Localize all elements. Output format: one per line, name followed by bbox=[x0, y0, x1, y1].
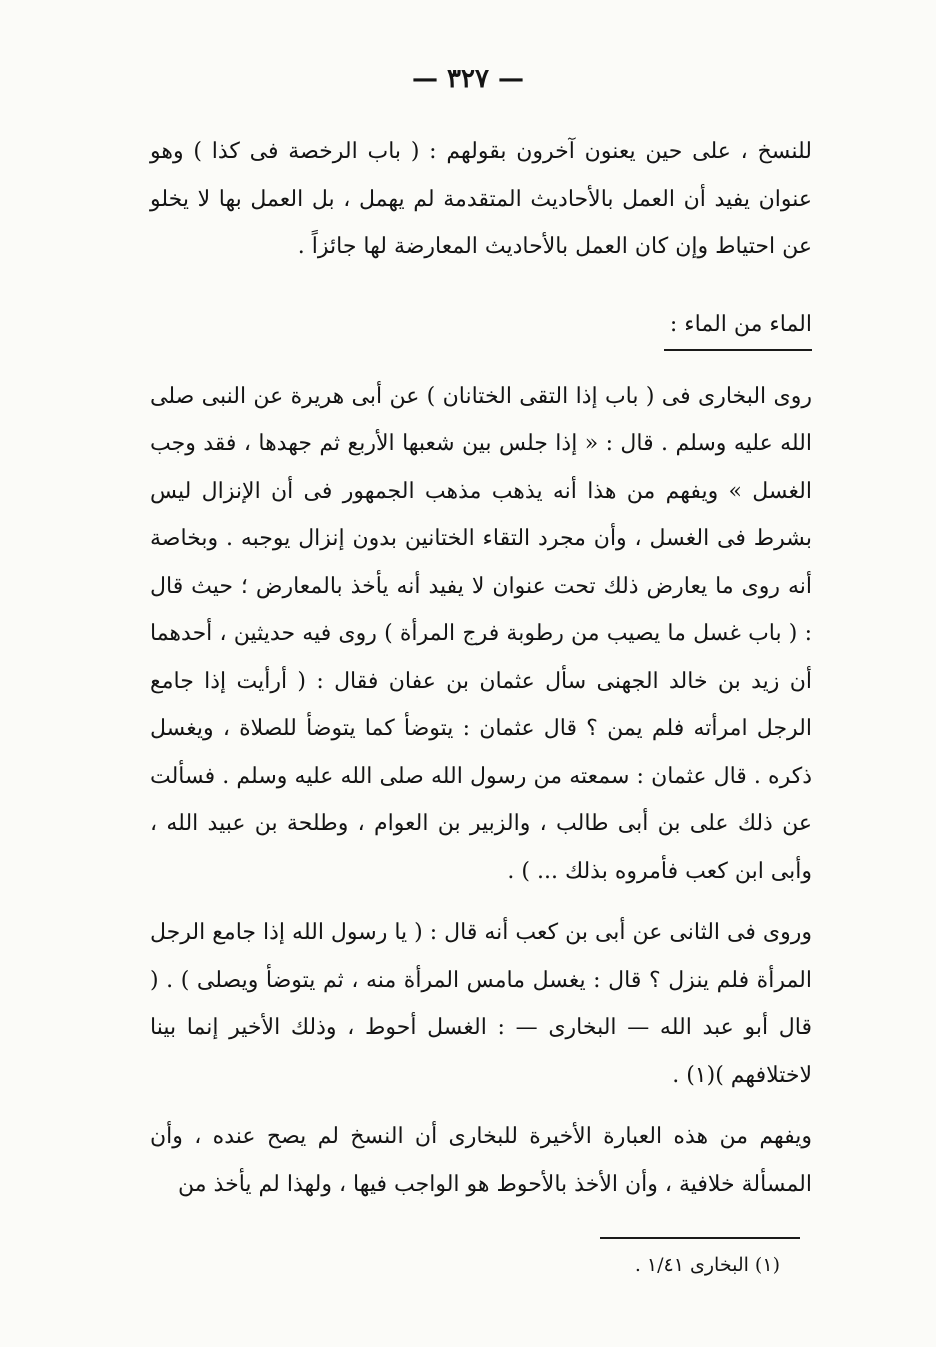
page-number: — ٣٢٧ — bbox=[411, 64, 525, 94]
paragraph-bukhari-narration: روى البخارى فى ( باب إذا التقى الختانان ) عن أبى هريرة عن النبى صلى الله عليه وسلم . قال : « إذا جلس بين شعبها الأربع ثم جهدها ، فقد وجب الغسل » ويفهم من هذا أنه يذهب مذهب الجمهور فى أن الإنزال ليس بشرط فى الغسل ، وأن مجرد التقاء الختانين بدون إنزال يوجبه . وبخاصة أنه روى ما يعارض ذلك تحت عنوان لا يفيد أنه يأخذ بالمعارض ؛ حيث قال : ( باب غسل ما يصيب من رطوبة فرج المرأة ) روى فيه حديثين ، أحدهما أن زيد بن خالد الجهنى سأل عثمان بن عفان فقال : ( أرأيت إذا جامع الرجل امرأته فلم يمن ؟ قال عثمان : يتوضأ كما يتوضأ للصلاة ، ويغسل ذكره . قال عثمان : سمعته من رسول الله صلى الله عليه وسلم . فسألت عن ذلك على بن أبى طالب ، والزبير بن العوام ، وطلحة بن عبيد الله ، وأبى ابن كعب فأمروه بذلك ... ) . bbox=[150, 383, 812, 884]
paragraph-second-hadith: وروى فى الثانى عن أبى بن كعب أنه قال : ( يا رسول الله إذا جامع الرجل المرأة فلم ينزل ؟ قال : يغسل مامس المرأة منه ، ثم يتوضأ ويصلى ) . ( قال أبو عبد الله — البخارى — : الغسل أحوط ، وذلك الأخير إنما بينا لاختلافهم )(١) . bbox=[150, 920, 812, 1088]
section-heading: الماء من الماء : bbox=[664, 305, 812, 351]
footnote: (١) البخارى ١/٤١ . bbox=[634, 1254, 780, 1276]
footnote-divider bbox=[600, 1237, 800, 1239]
page-body bbox=[150, 128, 812, 1208]
paragraph-conclusion: ويفهم من هذه العبارة الأخيرة للبخارى أن النسخ لم يصح عنده ، وأن المسألة خلافية ، وأن الأخذ بالأحوط هو الواجب فيها ، ولهذا لم يأخذ من bbox=[150, 1124, 812, 1197]
section-heading-wrapper bbox=[150, 301, 812, 351]
paragraph-intro: للنسخ ، على حين يعنون آخرون بقولهم : ( باب الرخصة فى كذا ) وهو عنوان يفيد أن العمل بالأحاديث المتقدمة لم يهمل ، بل العمل بها لا يخلو عن احتياط وإن كان العمل بالأحاديث المعارضة لها جائزاً . bbox=[150, 139, 812, 259]
